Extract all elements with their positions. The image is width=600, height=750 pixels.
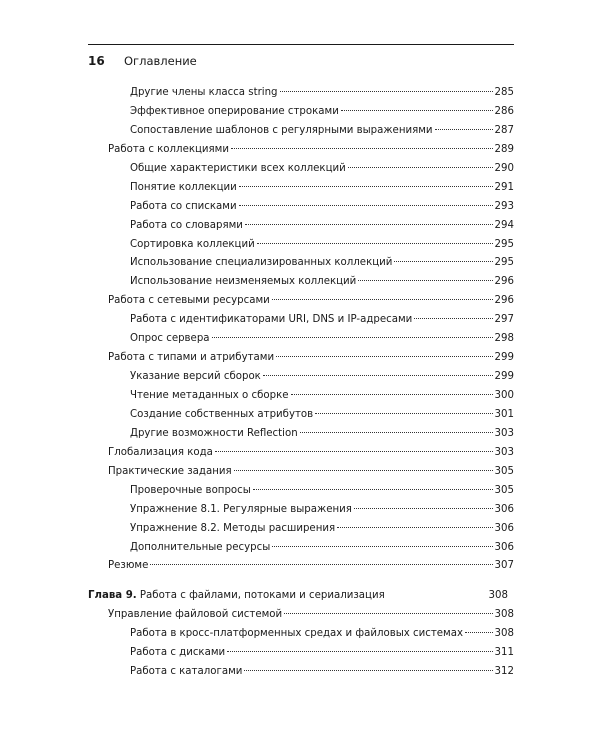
toc-entry <box>88 330 514 349</box>
dot-leader <box>215 451 493 452</box>
toc-entry-page: 308 <box>494 609 514 621</box>
page-header <box>88 44 514 68</box>
toc-entry-page: 291 <box>494 181 514 193</box>
toc-entry-title: Работа с коллекциями <box>108 143 229 155</box>
toc-entry-title: Чтение метаданных о сборке <box>130 390 289 401</box>
dot-leader <box>239 205 493 206</box>
toc-entry-title: Понятие коллекции <box>130 181 237 193</box>
toc-entry-title: Опрос сервера <box>130 333 210 345</box>
toc-entry-title: Создание собственных атрибутов <box>130 408 314 420</box>
dot-leader <box>354 508 493 509</box>
toc-entry <box>88 273 514 292</box>
toc-entry-page: 286 <box>494 105 514 117</box>
dot-leader <box>465 632 493 633</box>
dot-leader <box>394 261 492 262</box>
dot-leader <box>337 527 492 528</box>
toc-entry-title: Другие члены класса string <box>130 87 278 98</box>
toc-entry <box>88 606 514 625</box>
toc-entry <box>88 103 514 122</box>
toc-entry-page: 299 <box>494 371 514 383</box>
toc-entry-title: Практические задания <box>108 465 232 477</box>
toc-entry-title: Работа с каталогами <box>130 666 243 678</box>
toc-entry-title: Работа с типами и атрибутами <box>108 352 275 364</box>
toc-entry-page: 306 <box>494 522 514 534</box>
toc-entry-page: 300 <box>494 390 514 401</box>
toc-entry <box>88 254 514 273</box>
running-title: Оглавление <box>124 54 197 68</box>
dot-leader <box>300 432 493 433</box>
toc-entry-title: Сортировка коллекций <box>130 238 255 250</box>
toc-entry <box>88 625 514 644</box>
toc-entry <box>88 160 514 179</box>
toc-entry <box>88 122 514 141</box>
toc-entry <box>88 236 514 255</box>
toc-entry-page: 305 <box>494 484 514 496</box>
toc-entry <box>88 292 514 311</box>
dot-leader <box>231 148 493 149</box>
dot-leader <box>414 318 492 319</box>
toc-entry <box>88 179 514 198</box>
toc-entry <box>88 368 514 387</box>
toc-entry <box>88 557 514 576</box>
toc-entry-page: 303 <box>494 446 514 458</box>
dot-leader <box>227 651 492 652</box>
toc-entry-page: 299 <box>494 352 514 364</box>
toc-entry-title: Управление файловой системой <box>108 609 283 621</box>
toc-entry-title: Проверочные вопросы <box>130 484 251 496</box>
toc-entry-page: 289 <box>494 143 514 155</box>
toc-entry <box>88 198 514 217</box>
dot-leader <box>263 375 493 376</box>
toc-entry-page: 312 <box>494 666 514 678</box>
toc-entry-title: Упражнение 8.2. Методы расширения <box>130 522 336 534</box>
toc-entry-page: 308 <box>494 628 514 640</box>
chapter-title: Работа с файлами, потоками и сериализация <box>139 590 385 602</box>
toc-entry <box>88 406 514 425</box>
dot-leader <box>244 670 492 671</box>
dot-leader <box>272 299 493 300</box>
dot-leader <box>257 243 493 244</box>
toc-entry-title: Указание версий сборок <box>130 371 261 383</box>
toc-entry-page: 296 <box>494 295 514 307</box>
toc-entry-title: Работа с идентификаторами URI, DNS и IP-адресами <box>130 314 413 326</box>
toc-chapter-heading <box>88 587 514 606</box>
toc-entry-page: 285 <box>494 87 514 98</box>
toc-entry <box>88 501 514 520</box>
toc-entry <box>88 463 514 482</box>
toc-entry <box>88 141 514 160</box>
toc-entry-title: Работа со списками <box>130 200 237 212</box>
toc-entry <box>88 520 514 539</box>
toc-entry-page: 311 <box>494 647 514 659</box>
toc-entry-title: Эффективное оперирование строками <box>130 105 339 117</box>
toc-entry-page: 296 <box>494 276 514 288</box>
toc-entry-title: Использование специализированных коллекций <box>130 257 393 269</box>
toc-entry <box>88 425 514 444</box>
toc-entry-page: 307 <box>494 560 514 572</box>
toc-entry <box>88 644 514 663</box>
dot-leader <box>435 129 493 130</box>
toc-entry-title: Дополнительные ресурсы <box>130 541 271 553</box>
dot-leader <box>341 110 493 111</box>
toc-entry-page: 297 <box>494 314 514 326</box>
toc-entry-page: 295 <box>494 257 514 269</box>
toc-entries <box>88 84 514 576</box>
toc-entry-title: Использование неизменяемых коллекций <box>130 276 357 288</box>
toc-entry-title: Упражнение 8.1. Регулярные выражения <box>130 503 352 515</box>
toc-entry-page: 301 <box>494 408 514 420</box>
toc-entry-page: 305 <box>494 465 514 477</box>
dot-leader <box>348 167 493 168</box>
toc-entry-page: 306 <box>494 503 514 515</box>
dot-leader <box>150 564 492 565</box>
toc-entry-title: Сопоставление шаблонов с регулярными выражениями <box>130 124 433 136</box>
dot-leader <box>358 280 492 281</box>
toc-entry-page: 294 <box>494 219 514 231</box>
toc-entry <box>88 663 514 682</box>
toc-entry-title: Работа со словарями <box>130 219 243 231</box>
dot-leader <box>276 356 492 357</box>
dot-leader <box>315 413 492 414</box>
page-number: 16 <box>88 54 105 68</box>
toc-entry-page: 293 <box>494 200 514 212</box>
toc-entry-title: Общие характеристики всех коллекций <box>130 162 346 174</box>
chapter-entries <box>88 606 514 682</box>
toc-entry-title: Работа в кросс-платформенных средах и файловых системах <box>130 628 463 640</box>
toc-entry-page: 298 <box>494 333 514 345</box>
toc-entry <box>88 539 514 558</box>
dot-leader <box>272 546 492 547</box>
dot-leader <box>280 91 493 92</box>
dot-leader <box>245 224 493 225</box>
dot-leader <box>253 489 493 490</box>
toc-entry-title: Резюме <box>108 560 149 572</box>
chapter-heading <box>88 587 385 606</box>
toc-entry-page: 295 <box>494 238 514 250</box>
chapter-label: Глава 9. <box>88 590 137 602</box>
toc-entry-title: Работа с дисками <box>130 647 226 659</box>
toc-entry-page: 290 <box>494 162 514 174</box>
dot-leader <box>239 186 493 187</box>
toc-entry-title: Другие возможности Reflection <box>130 427 298 439</box>
toc-entry <box>88 349 514 368</box>
dot-leader <box>291 394 493 395</box>
toc-entry-page: 306 <box>494 541 514 553</box>
dot-leader <box>212 337 493 338</box>
toc-entry <box>88 482 514 501</box>
toc-entry <box>88 387 514 406</box>
toc-entry-page: 287 <box>494 124 514 136</box>
dot-leader <box>234 470 493 471</box>
toc-entry <box>88 217 514 236</box>
dot-leader <box>284 613 492 614</box>
table-of-contents <box>88 84 514 682</box>
toc-entry <box>88 444 514 463</box>
toc-entry-title: Глобализация кода <box>108 446 213 458</box>
toc-entry <box>88 84 514 103</box>
toc-entry-page: 303 <box>494 427 514 439</box>
toc-entry <box>88 311 514 330</box>
toc-entry-title: Работа с сетевыми ресурсами <box>108 295 270 307</box>
chapter-page: 308 <box>488 590 508 602</box>
